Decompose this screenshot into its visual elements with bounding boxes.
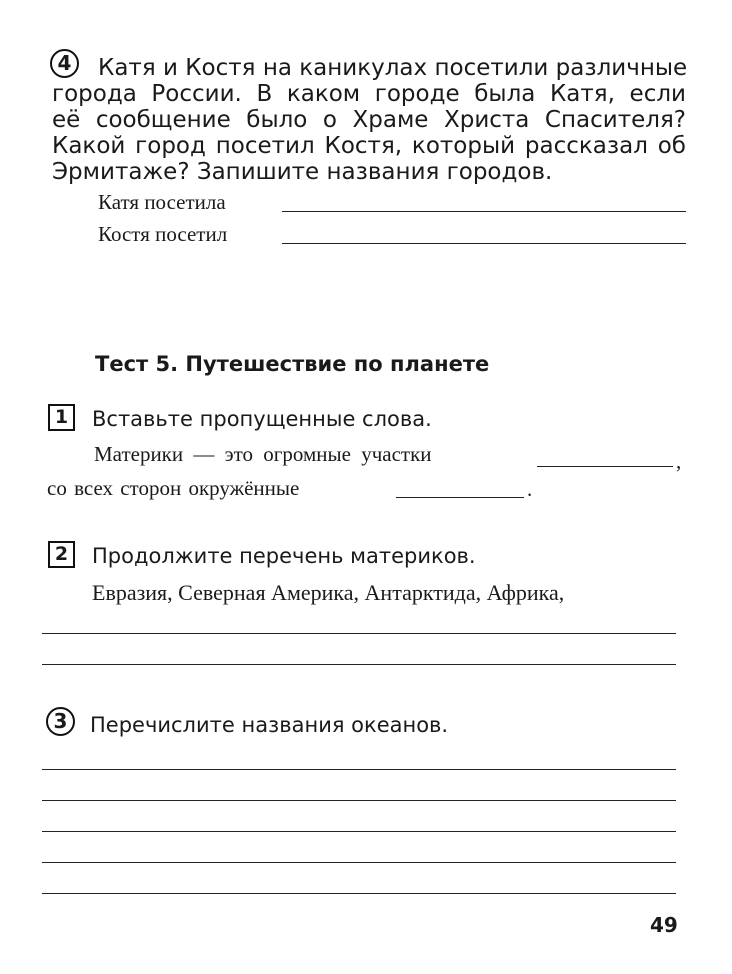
task-text-line: Эрмитаже? Запишите названия городов. [52,159,553,185]
answer-line[interactable] [42,633,676,634]
answer-line[interactable] [42,893,676,894]
answer-label-katya: Катя посетила [98,190,226,214]
punctuation: , [676,449,682,473]
question-number-badge: 1 [48,404,75,431]
fill-in-text: Материки — это огромные участки [94,442,432,466]
punctuation: . [527,477,533,501]
fill-in-blank[interactable] [537,466,673,467]
answer-line[interactable] [282,211,686,212]
task-text-line: Катя и Костя на каникулах посетили различные [98,55,688,81]
task-text-line: её сообщение было о Храме Христа Спасителя? [52,107,686,133]
answer-line[interactable] [42,862,676,863]
test-title: Тест 5. Путешествие по планете [95,352,490,376]
question-prompt: Продолжите перечень материков. [92,544,476,568]
fill-in-blank[interactable] [396,497,524,498]
question-number-badge: 3 [46,707,75,736]
answer-line[interactable] [42,664,676,665]
fill-in-text: со всех сторон окружённые [47,476,300,500]
page-number: 49 [650,913,678,937]
answer-line[interactable] [42,769,676,770]
task-text-line: города России. В каком городе была Катя, если [52,81,686,107]
question-prompt: Вставьте пропущенные слова. [92,407,432,431]
answer-line[interactable] [42,831,676,832]
answer-line[interactable] [282,243,686,244]
task-number-badge: 4 [50,49,79,78]
question-prompt: Перечислите названия океанов. [90,713,449,737]
question-number-badge: 2 [48,541,75,568]
answer-label-kostya: Костя посетил [98,222,228,246]
continents-list: Евразия, Северная Америка, Антарктида, Африка, [92,580,565,605]
answer-line[interactable] [42,800,676,801]
task-text-line: Какой город посетил Костя, который рассказал об [52,133,686,159]
